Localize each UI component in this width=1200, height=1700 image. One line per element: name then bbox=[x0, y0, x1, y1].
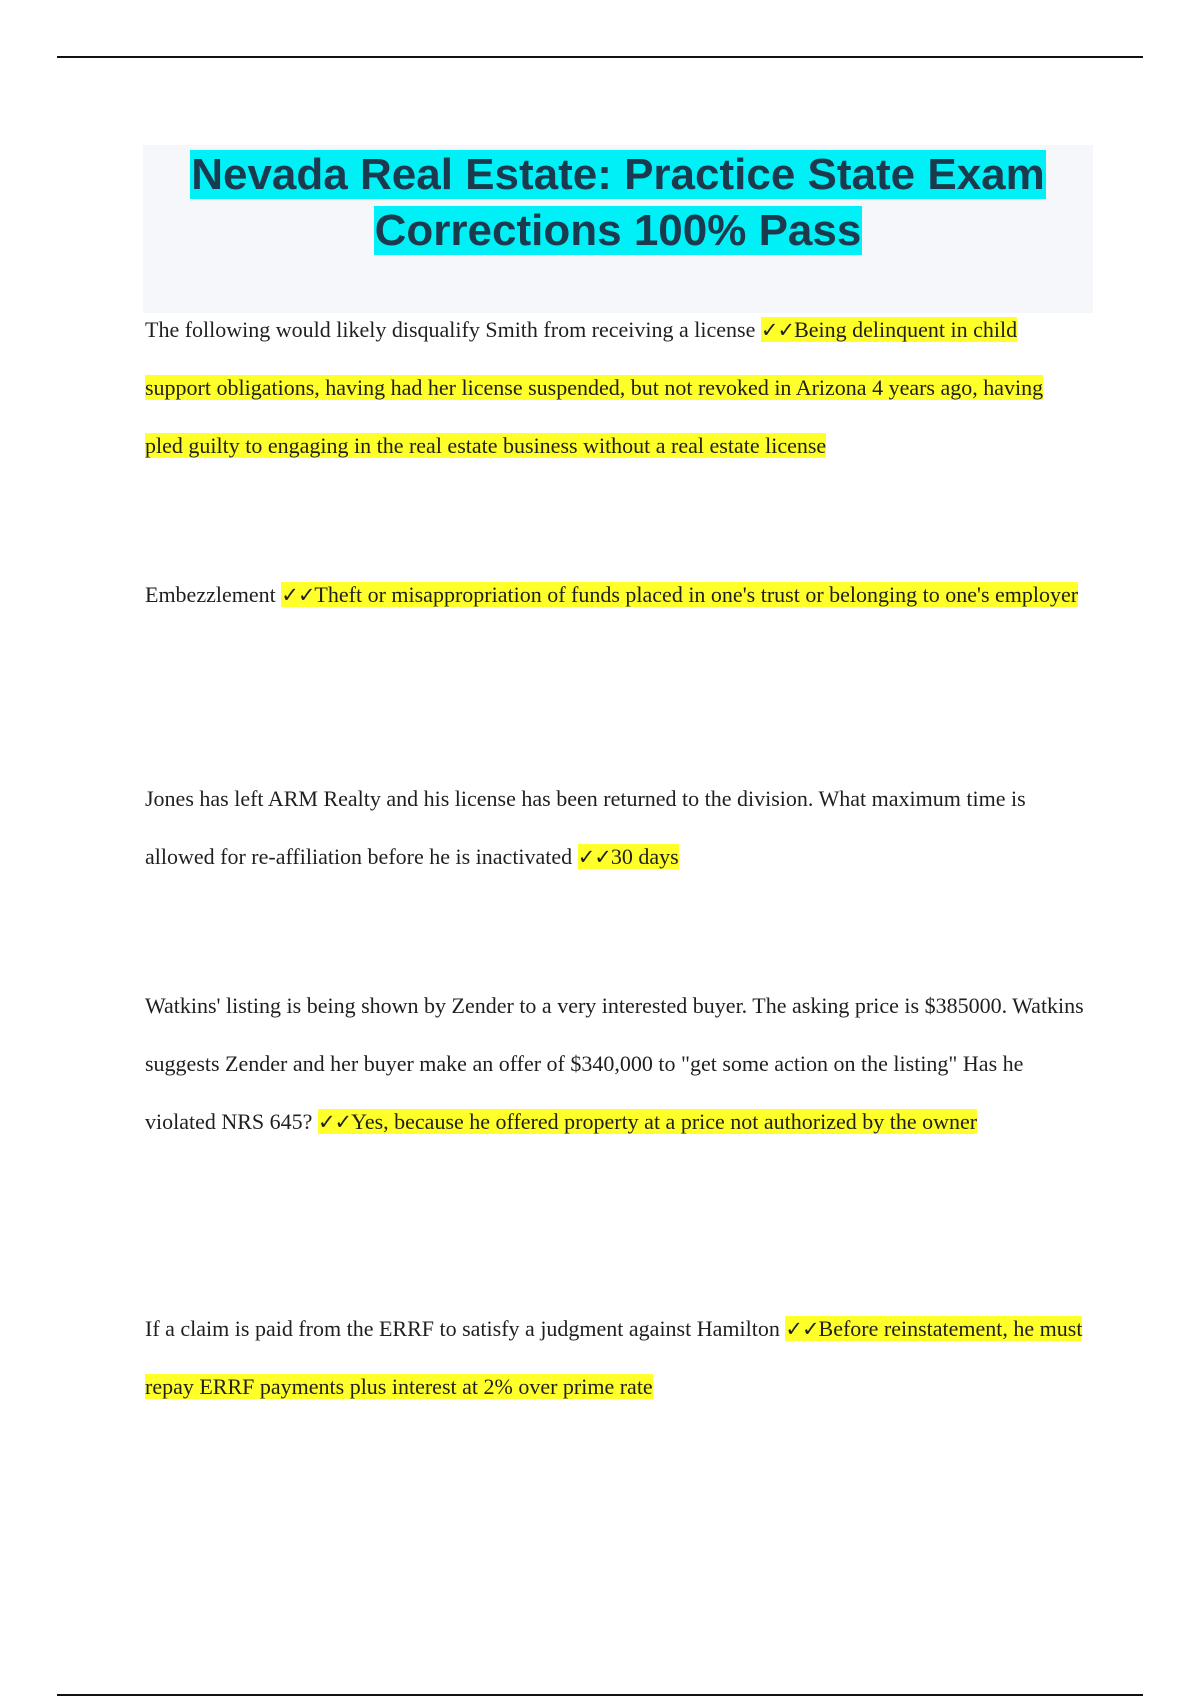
title-block bbox=[143, 145, 1093, 313]
answer-text: 30 days bbox=[610, 844, 679, 869]
double-check-icon: ✓✓ bbox=[317, 1110, 352, 1134]
question-text: Embezzlement bbox=[145, 582, 282, 607]
top-rule bbox=[57, 56, 1143, 58]
double-check-icon: ✓✓ bbox=[760, 318, 795, 342]
qa-item-4 bbox=[145, 977, 1085, 1151]
qa-item-1 bbox=[145, 301, 1085, 475]
answer-text: Before reinstatement, he must repay ERRF payments plus interest at 2% over prime rate bbox=[145, 1316, 1083, 1399]
qa-item-2 bbox=[145, 566, 1085, 624]
bottom-rule bbox=[57, 1694, 1143, 1696]
answer-text: Being delinquent in child support obligations, having had her license suspended, but not revoked in Arizona 4 years ago, having pled guilty to engaging in the real estate business without a real estate license bbox=[145, 317, 1044, 458]
question-text: Watkins' listing is being shown by Zender to a very interested buyer. The asking price is $385000. Watkins suggests Zender and her buyer make an offer of $340,000 to "get some action on the listing" Has he violated NRS 645? bbox=[145, 993, 1084, 1134]
double-check-icon: ✓✓ bbox=[577, 845, 611, 869]
document-title bbox=[143, 145, 1093, 259]
answer-highlight bbox=[318, 1109, 977, 1134]
answer-highlight bbox=[281, 582, 1078, 607]
question-text: If a claim is paid from the ERRF to satisfy a judgment against Hamilton bbox=[145, 1316, 786, 1341]
double-check-icon: ✓✓ bbox=[281, 583, 315, 607]
title-line-2: Corrections 100% Pass bbox=[374, 206, 862, 255]
answer-highlight bbox=[578, 844, 679, 869]
question-text: Jones has left ARM Realty and his license has been returned to the division. What maximum time is allowed for re-affiliation before he is inactivated bbox=[145, 786, 1026, 869]
double-check-icon: ✓✓ bbox=[785, 1317, 819, 1341]
question-text: The following would likely disqualify Smith from receiving a license bbox=[145, 317, 761, 342]
qa-item-3 bbox=[145, 770, 1085, 886]
answer-text: Yes, because he offered property at a price not authorized by the owner bbox=[351, 1109, 978, 1134]
answer-text: Theft or misappropriation of funds placed in one's trust or belonging to one's employer bbox=[314, 582, 1079, 607]
qa-item-5 bbox=[145, 1300, 1085, 1416]
title-line-1: Nevada Real Estate: Practice State Exam bbox=[191, 150, 1045, 199]
